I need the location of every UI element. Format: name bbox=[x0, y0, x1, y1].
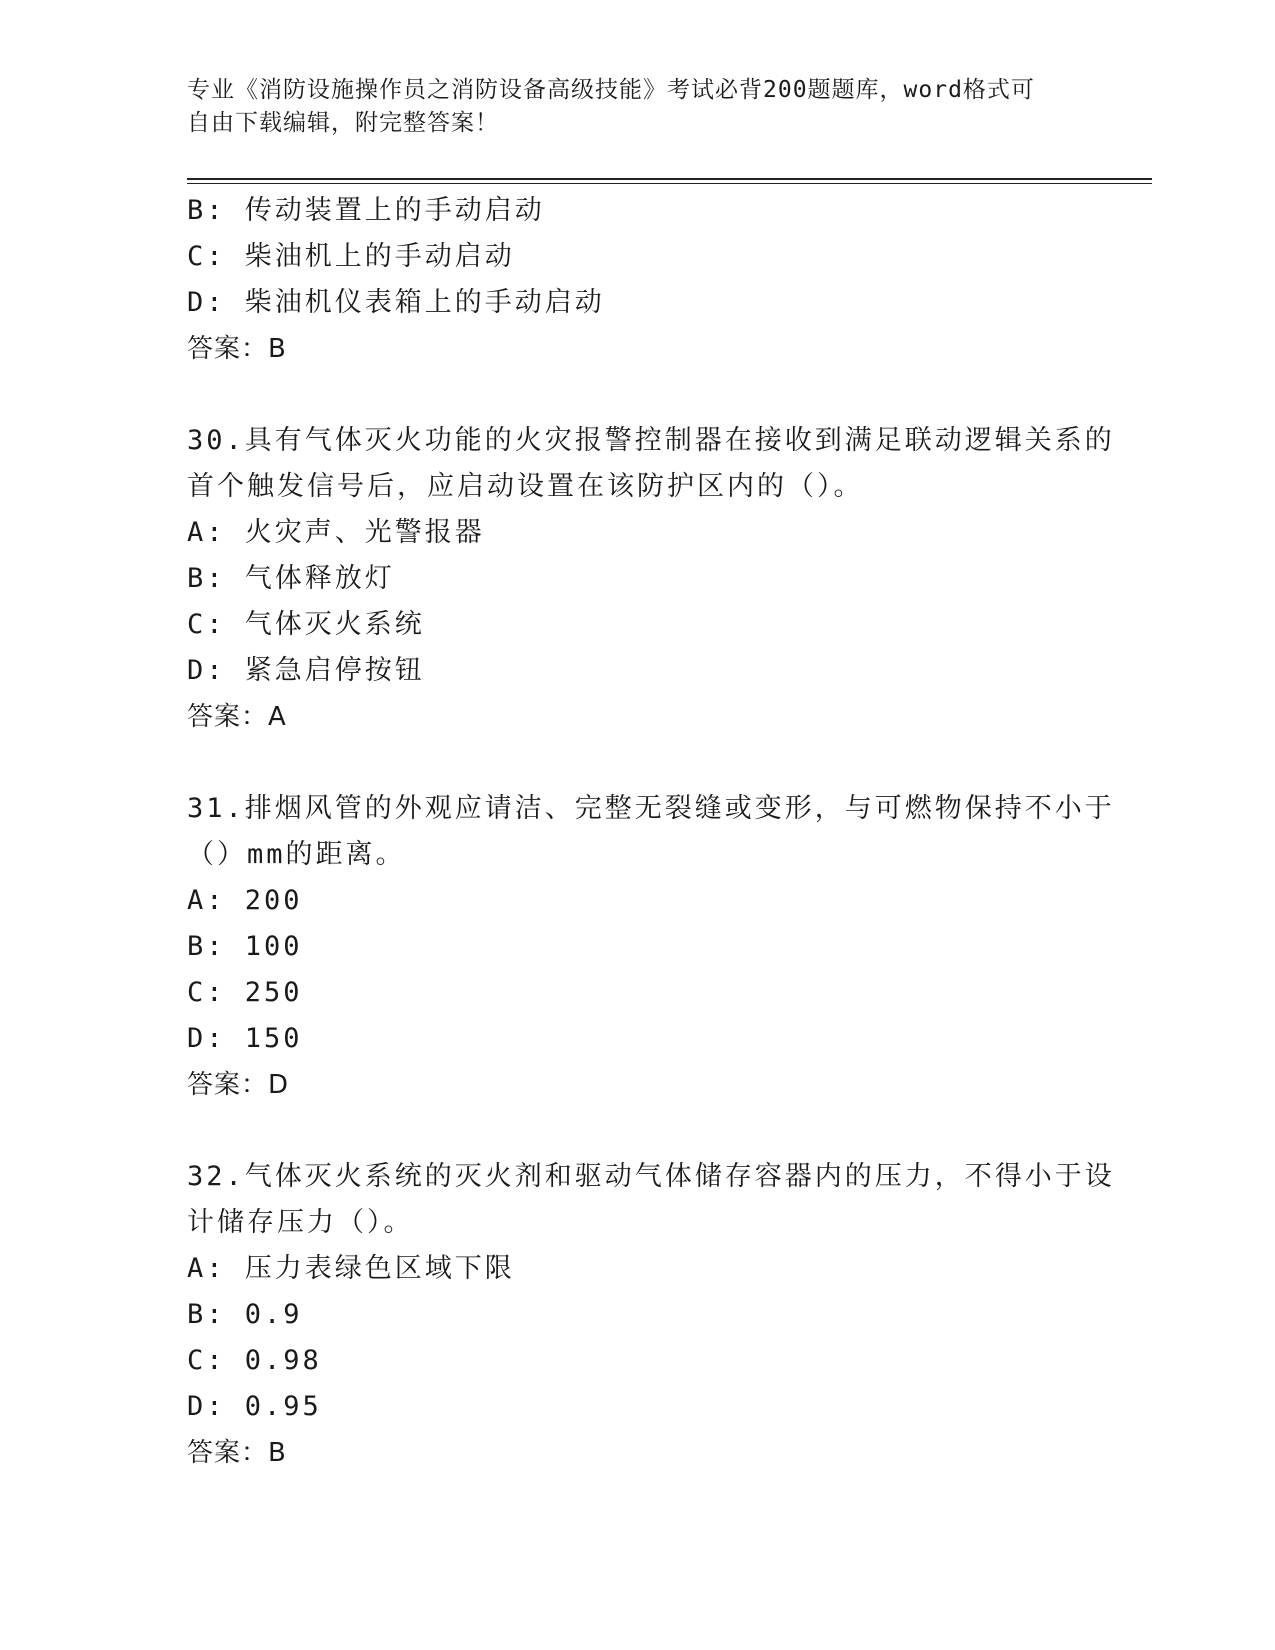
option-b: B: 气体释放灯 bbox=[187, 563, 395, 594]
question-stem-continued: （）mm的距离。 bbox=[187, 839, 406, 870]
option-a: A: 火灾声、光警报器 bbox=[187, 517, 485, 548]
question-30 bbox=[187, 418, 1115, 740]
question-list bbox=[187, 188, 1115, 1476]
option-c: C: 柴油机上的手动启动 bbox=[187, 241, 515, 272]
option-b: B: 100 bbox=[187, 931, 303, 962]
answer-line: 答案：D bbox=[187, 1070, 290, 1100]
answer-line: 答案：B bbox=[187, 334, 287, 364]
spacer bbox=[187, 372, 1087, 418]
question-32 bbox=[187, 1154, 1115, 1476]
header-line-1: 专业《消防设施操作员之消防设备高级技能》考试必背200题题库，word格式可 bbox=[187, 77, 1035, 103]
question-31 bbox=[187, 786, 1115, 1108]
question-stem: 31.排烟风管的外观应请洁、完整无裂缝或变形，与可燃物保持不小于 bbox=[187, 793, 1115, 824]
spacer bbox=[187, 740, 1087, 786]
option-c: C: 250 bbox=[187, 977, 303, 1008]
header-divider-thin bbox=[187, 183, 1152, 184]
option-c: C: 0.98 bbox=[187, 1345, 322, 1376]
option-d: D: 紧急启停按钮 bbox=[187, 655, 425, 686]
option-a: A: 压力表绿色区域下限 bbox=[187, 1253, 515, 1284]
document-header bbox=[187, 74, 1067, 140]
option-d: D: 柴油机仪表箱上的手动启动 bbox=[187, 287, 605, 318]
header-divider-thick bbox=[187, 178, 1152, 180]
header-line-2: 自由下载编辑，附完整答案！ bbox=[187, 110, 499, 136]
question-stem: 32.气体灭火系统的灭火剂和驱动气体储存容器内的压力，不得小于设 bbox=[187, 1161, 1115, 1192]
question-stem: 30.具有气体灭火功能的火灾报警控制器在接收到满足联动逻辑关系的 bbox=[187, 425, 1115, 456]
option-c: C: 气体灭火系统 bbox=[187, 609, 425, 640]
option-a: A: 200 bbox=[187, 885, 303, 916]
answer-line: 答案：B bbox=[187, 1438, 287, 1468]
question-29-continued bbox=[187, 188, 1087, 372]
question-stem-continued: 计储存压力（）。 bbox=[187, 1207, 414, 1238]
option-d: D: 150 bbox=[187, 1023, 303, 1054]
question-stem-continued: 首个触发信号后，应启动设置在该防护区内的（）。 bbox=[187, 471, 864, 502]
option-b: B: 0.9 bbox=[187, 1299, 303, 1330]
answer-line: 答案：A bbox=[187, 702, 287, 732]
option-d: D: 0.95 bbox=[187, 1391, 322, 1422]
spacer bbox=[187, 1108, 1087, 1154]
option-b: B: 传动装置上的手动启动 bbox=[187, 195, 545, 226]
